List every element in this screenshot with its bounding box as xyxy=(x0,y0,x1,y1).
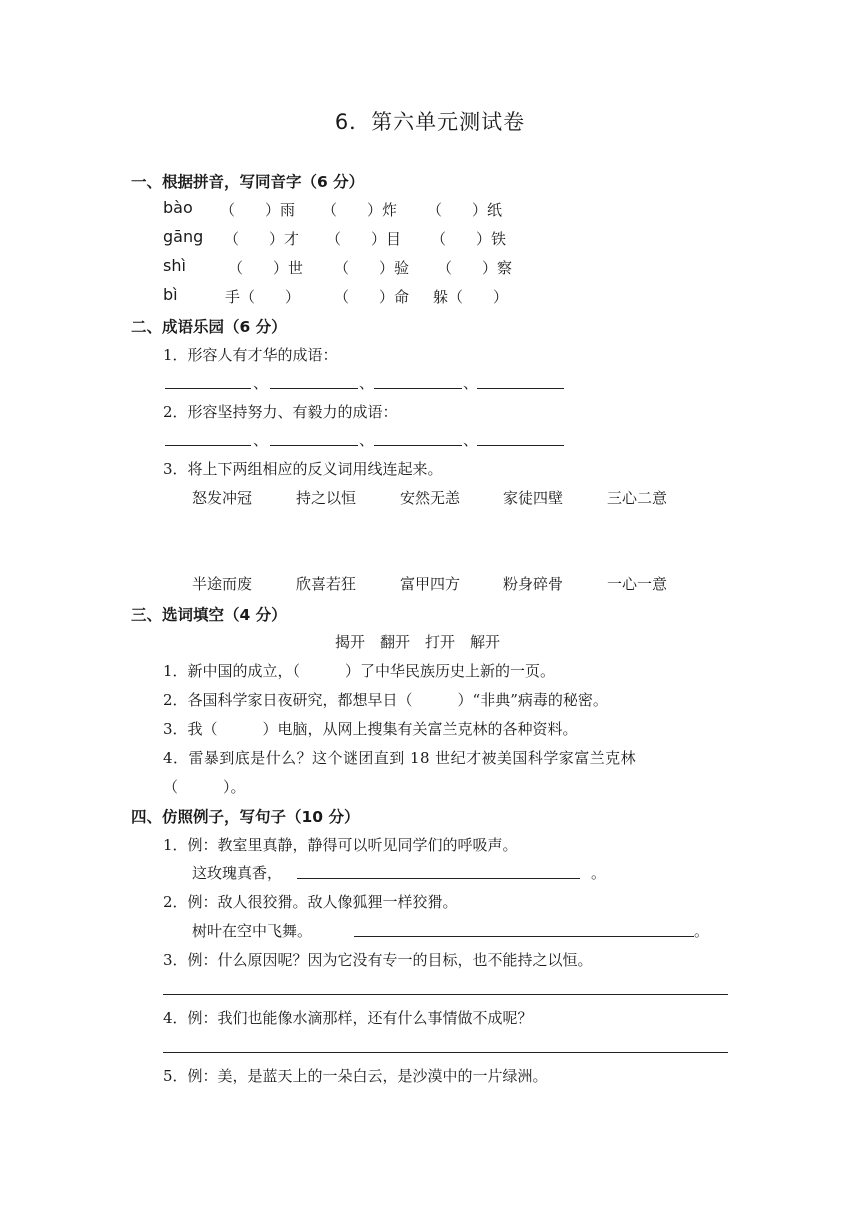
separator: 、 xyxy=(253,431,269,449)
pinyin-blank-cell[interactable]: （ ）雨 xyxy=(220,201,296,219)
section-2-heading: 二、成语乐园（6 分） xyxy=(131,318,287,336)
pinyin-label: bào xyxy=(163,198,193,217)
word-bank: 揭开 翻开 打开 解开 xyxy=(335,633,501,651)
answer-line[interactable] xyxy=(163,994,728,995)
question-text[interactable]: 2．各国科学家日夜研究，都想早日（ ）“非典”病毒的秘密。 xyxy=(163,691,608,709)
idiom[interactable]: 家徒四壁 xyxy=(503,489,564,507)
separator: 、 xyxy=(463,431,479,449)
answer-line[interactable] xyxy=(374,445,462,446)
section-3-heading: 三、选词填空（4 分） xyxy=(131,606,287,624)
idiom[interactable]: 粉身碎骨 xyxy=(503,575,564,593)
page-title: 6．第六单元测试卷 xyxy=(334,110,526,134)
question-text: 2．形容坚持努力、有毅力的成语： xyxy=(163,403,398,421)
question-text: 1．形容人有才华的成语： xyxy=(163,346,338,364)
pinyin-label: gāng xyxy=(163,227,204,246)
pinyin-blank-cell[interactable]: （ ）炸 xyxy=(322,201,398,219)
separator: 、 xyxy=(253,374,269,392)
idiom[interactable]: 欣喜若狂 xyxy=(296,575,357,593)
idiom[interactable]: 三心二意 xyxy=(607,489,668,507)
question-text[interactable]: 3．我（ ）电脑，从网上搜集有关富兰克林的各种资料。 xyxy=(163,720,578,738)
answer-line[interactable] xyxy=(270,388,358,389)
sentence-prompt: 树叶在空中飞舞。 xyxy=(192,922,313,940)
pinyin-blank-cell[interactable]: （ ）命 xyxy=(334,288,410,306)
question-text: 3．将上下两组相应的反义词用线连起来。 xyxy=(163,460,443,478)
pinyin-blank-cell[interactable]: 躲（ ） xyxy=(433,288,509,306)
section-1-heading: 一、根据拼音，写同音字（6 分） xyxy=(131,173,365,191)
pinyin-blank-cell[interactable]: （ ）铁 xyxy=(431,230,507,248)
question-text[interactable]: 1．新中国的成立，（ ）了中华民族历史上新的一页。 xyxy=(163,662,556,680)
answer-line[interactable] xyxy=(477,445,564,446)
answer-line[interactable] xyxy=(374,388,462,389)
sentence-end: 。 xyxy=(694,922,710,940)
section-4-heading: 四、仿照例子，写句子（10 分） xyxy=(131,808,360,826)
example-sentence: 2．例：敌人很狡猾。敌人像狐狸一样狡猾。 xyxy=(163,893,458,911)
question-text[interactable]: （ ）。 xyxy=(163,778,246,796)
pinyin-label: bì xyxy=(163,285,178,304)
pinyin-blank-cell[interactable]: （ ）察 xyxy=(437,259,513,277)
idiom[interactable]: 安然无恙 xyxy=(400,489,461,507)
answer-line[interactable] xyxy=(270,445,358,446)
idiom[interactable]: 怒发冲冠 xyxy=(192,489,253,507)
separator: 、 xyxy=(463,374,479,392)
answer-line[interactable] xyxy=(165,445,251,446)
question-text: 4．雷暴到底是什么？这个谜团直到 18 世纪才被美国科学家富兰克林 xyxy=(163,749,637,767)
sentence-end: 。 xyxy=(591,864,607,882)
pinyin-blank-cell[interactable]: （ ）世 xyxy=(228,259,304,277)
answer-line[interactable] xyxy=(477,388,564,389)
pinyin-blank-cell[interactable]: 手（ ） xyxy=(225,288,301,306)
pinyin-label: shì xyxy=(163,256,186,275)
pinyin-blank-cell[interactable]: （ ）纸 xyxy=(427,201,503,219)
separator: 、 xyxy=(359,431,375,449)
idiom[interactable]: 一心一意 xyxy=(607,575,668,593)
idiom[interactable]: 富甲四方 xyxy=(400,575,461,593)
answer-line[interactable] xyxy=(165,388,251,389)
idiom[interactable]: 持之以恒 xyxy=(296,489,357,507)
example-sentence: 3．例：什么原因呢？因为它没有专一的目标，也不能持之以恒。 xyxy=(163,951,593,969)
pinyin-blank-cell[interactable]: （ ）验 xyxy=(334,259,410,277)
example-sentence: 1．例：教室里真静，静得可以听见同学们的呼吸声。 xyxy=(163,836,518,854)
pinyin-blank-cell[interactable]: （ ）目 xyxy=(326,230,402,248)
answer-line[interactable] xyxy=(163,1052,728,1053)
idiom[interactable]: 半途而废 xyxy=(192,575,253,593)
answer-line[interactable] xyxy=(354,936,694,937)
separator: 、 xyxy=(359,374,375,392)
pinyin-blank-cell[interactable]: （ ）才 xyxy=(224,230,300,248)
example-sentence: 5．例：美，是蓝天上的一朵白云，是沙漠中的一片绿洲。 xyxy=(163,1067,548,1085)
answer-line[interactable] xyxy=(297,878,580,879)
example-sentence: 4．例：我们也能像水滴那样，还有什么事情做不成呢？ xyxy=(163,1009,533,1027)
sentence-prompt: 这玫瑰真香， xyxy=(192,864,283,882)
